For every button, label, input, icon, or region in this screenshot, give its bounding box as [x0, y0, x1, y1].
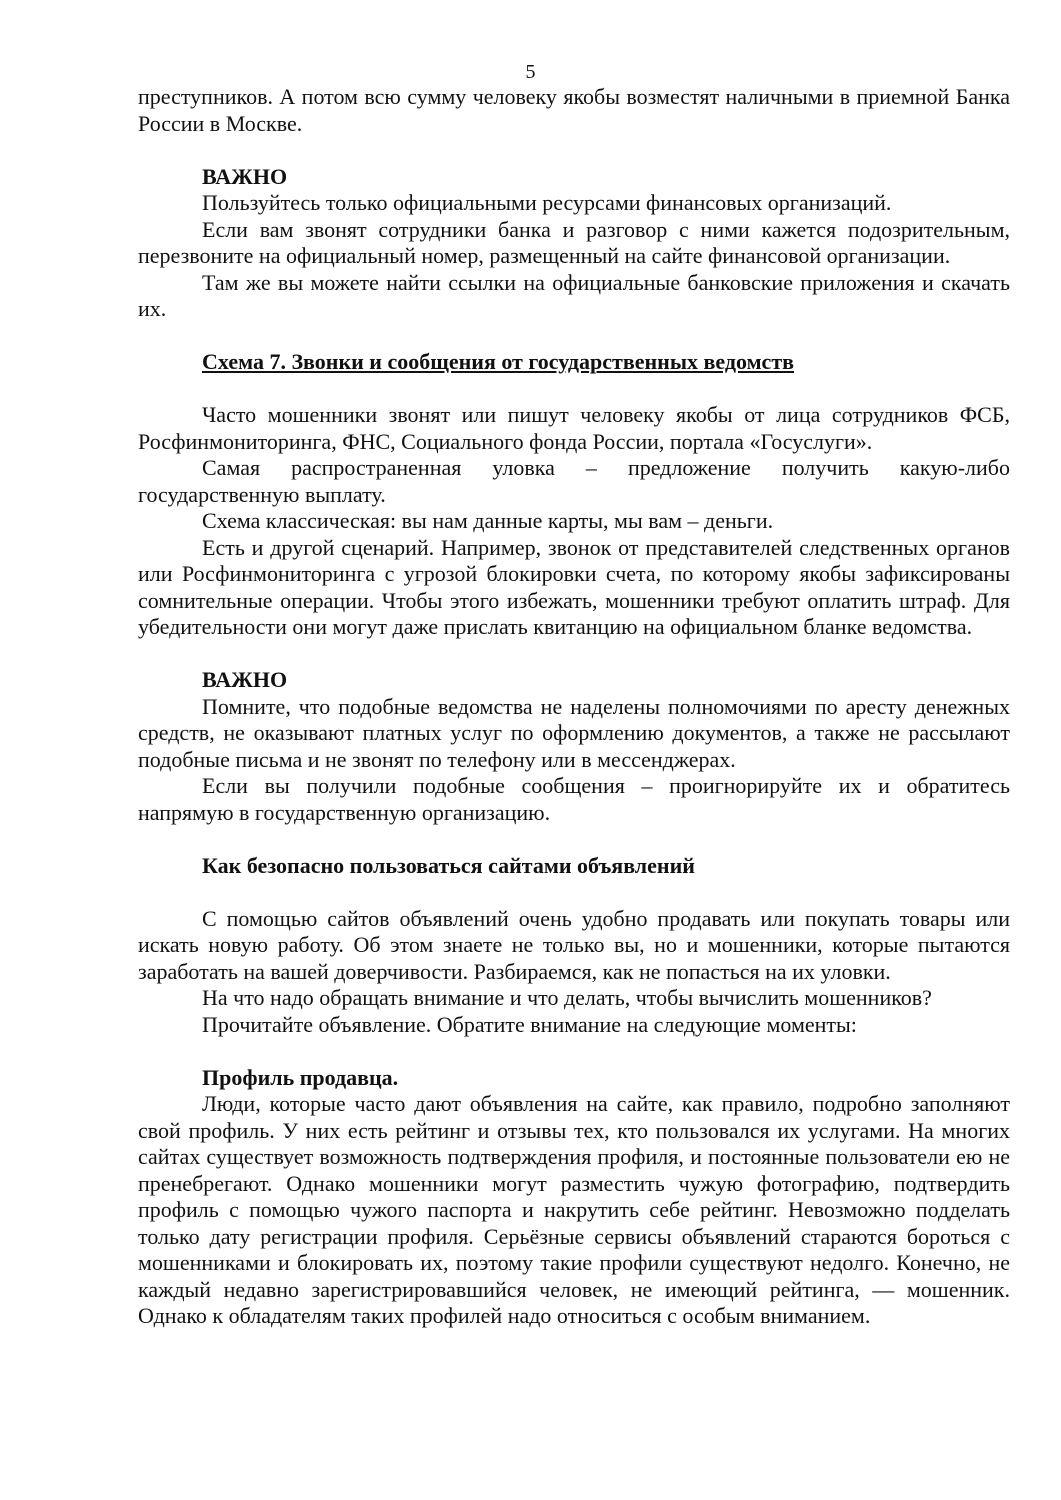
important1-paragraph-1: Пользуйтесь только официальными ресурсами финансовых организаций. [202, 190, 892, 215]
scheme7-title: Схема 7. Звонки и сообщения от государственных ведомств [202, 349, 795, 374]
page-number: 5 [525, 61, 536, 83]
scheme7-paragraph-1: Часто мошенники звонят или пишут человеку якобы от лица сотрудников ФСБ, Росфинмониторинга, ФНС, Социального фонда России, портала «Госуслуги». [138, 402, 1010, 454]
important-heading-1: ВАЖНО [202, 163, 288, 189]
ads-paragraph-3: Прочитайте объявление. Обратите внимание на следующие моменты: [202, 1011, 857, 1037]
spacer [138, 1038, 1010, 1065]
spacer [138, 323, 1010, 350]
spacer [138, 137, 1010, 164]
important2-paragraph-2: Если вы получили подобные сообщения – проигнорируйте их и обратитесь напрямую в государственную организацию. [138, 773, 1010, 825]
spacer [138, 826, 1010, 853]
important2-paragraph-1: Помните, что подобные ведомства не наделены полномочиями по аресту денежных средств, не оказывают платных услуг по оформлению документов, а также не рассылают подобные письма и не звонят по телефону или в мессенджерах. [138, 693, 1010, 772]
intro-paragraph: преступников. А потом всю сумму человеку якобы возместят наличными в приемной Банка России в Москве. [138, 84, 1010, 136]
important1-paragraph-2: Если вам звонят сотрудники банка и разговор с ними кажется подозрительным, перезвоните на официальный номер, размещенный на сайте финансовой организации. [138, 216, 1010, 268]
seller-profile-title: Профиль продавца. [202, 1064, 399, 1090]
important1-paragraph-3: Там же вы можете найти ссылки на официальные банковские приложения и скачать их. [138, 269, 1010, 321]
ads-section-title: Как безопасно пользоваться сайтами объявлений [202, 852, 695, 878]
scheme7-paragraph-3: Схема классическая: вы нам данные карты, мы вам – деньги. [202, 508, 774, 533]
scheme7-paragraph-4: Есть и другой сценарий. Например, звонок от представителей следственных органов или Росфинмониторинга с угрозой блокировки счета, по которому якобы зафиксированы сомнительные операции. Чтобы этого избежать, мошенники требуют оплатить штраф. Для убедительности они могут даже прислать квитанцию на официальном бланке ведомства. [138, 534, 1010, 639]
ads-paragraph-2: На что надо обращать внимание и что делать, чтобы вычислить мошенников? [202, 985, 932, 1010]
important-heading-2: ВАЖНО [202, 667, 288, 692]
spacer [138, 376, 1010, 403]
scheme7-paragraph-2: Самая распространенная уловка – предложение получить какую-либо государственную выплату. [138, 455, 1010, 507]
ads-paragraph-1: С помощью сайтов объявлений очень удобно продавать или покупать товары или искать новую работу. Об этом знаете не только вы, но и мошенники, которые пытаются заработать на вашей доверчивости. Разбираемся, как не попасться на их уловки. [138, 905, 1010, 984]
seller-profile-paragraph: Люди, которые часто дают объявления на сайте, как правило, подробно заполняют свой профиль. У них есть рейтинг и отзывы тех, кто пользовался их услугами. На многих сайтах существует возможность подтверждения профиля, и постоянные пользователи ею не пренебрегают. Однако мошенники могут разместить чужую фотографию, подтвердить профиль с помощью чужого паспорта и накрутить себе рейтинг. Невозможно подделать только дату регистрации профиля. Серьёзные сервисы объявлений стараются бороться с мошенниками и блокировать их, поэтому такие профили существуют недолго. Конечно, не каждый недавно зарегистрировавшийся человек, не имеющий рейтинга, — мошенник. Однако к обладателям таких профилей надо относиться с особым вниманием. [138, 1091, 1010, 1328]
spacer [138, 879, 1010, 906]
page-content [138, 84, 1010, 1330]
spacer [138, 641, 1010, 668]
